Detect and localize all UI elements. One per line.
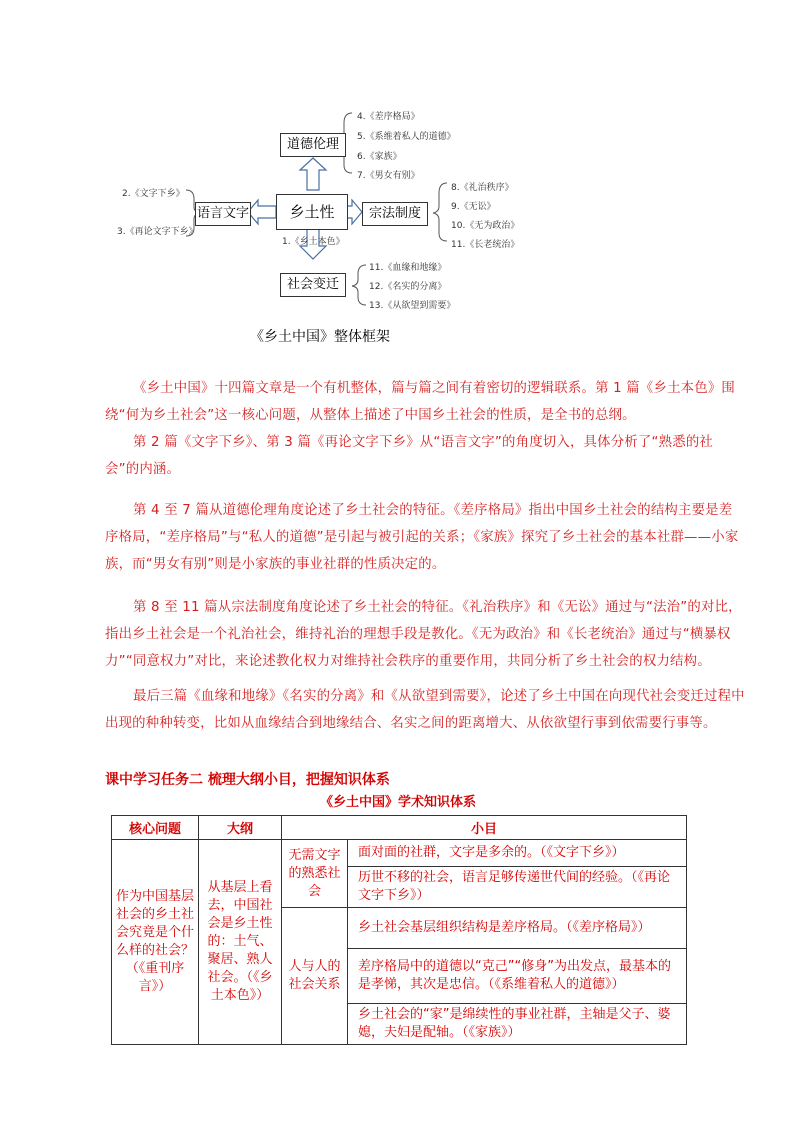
paragraph: 《乡土中国》十四篇文章是一个有机整体，篇与篇之间有着密切的逻辑联系。第 1 篇《乡土本色》围绕“何为乡土社会”这一核心问题，从整体上描述了中国乡土社会的性质，是全书的总纲。 xyxy=(105,381,736,423)
box-clan-system: 宗法制度 xyxy=(362,202,428,226)
item-cell: 面对面的社群，文字是多余的。（《文字下乡》） xyxy=(348,840,687,867)
right-item: 11.《长老统治》 xyxy=(451,240,520,250)
header-items: 小目 xyxy=(282,816,687,840)
box-social-change: 社会变迁 xyxy=(280,273,346,297)
paragraph: 最后三篇《血缘和地缘》《名实的分离》和《从欲望到需要》，论述了乡土中国在向现代社会变迁过程中出现的种种转变，比如从血缘结合到地缘结合、名实之间的距离增大、从依欲望行事到依需要行事等。 xyxy=(105,689,745,731)
paragraph: 第 4 至 7 篇从道德伦理角度论述了乡土社会的特征。《差序格局》指出中国乡土社会的结构主要是差序格局，“差序格局”与“私人的道德”是引起与被引起的关系；《家族》探究了乡土社会的基本社群——小家族，而“男女有别”则是小家族的事业社群的性质决定的。 xyxy=(105,503,739,572)
left-item: 2.《文字下乡》 xyxy=(122,189,185,199)
paragraph: 第 2 篇《文字下乡》、第 3 篇《再论文字下乡》从“语言文字”的角度切入，具体分析了“熟悉的社会”的内涵。 xyxy=(105,435,714,477)
bottom-item: 13.《从欲望到需要》 xyxy=(369,301,456,311)
right-item: 10.《无为政治》 xyxy=(451,221,520,231)
knowledge-table xyxy=(111,815,687,1045)
top-item: 6.《家族》 xyxy=(357,152,402,162)
right-item: 8.《礼治秩序》 xyxy=(451,183,514,193)
item-cell: 历世不移的社会，语言足够传递世代间的经验。（《再论文字下乡》） xyxy=(348,867,687,908)
header-outline: 大纲 xyxy=(199,816,282,840)
box-center: 乡土性 xyxy=(276,194,348,230)
diagram-caption: 《乡土中国》整体框架 xyxy=(250,329,390,345)
item-cell: 差序格局中的道德以“克己”“修身”为出发点，最基本的是孝悌，其次是忠信。（《系维着私人的道德》） xyxy=(348,949,687,1004)
top-item: 4.《差序格局》 xyxy=(357,112,420,122)
item-cell: 乡土社会的“家”是绵续性的事业社群，主轴是父子、婆媳，夫妇是配轴。（《家族》） xyxy=(348,1004,687,1045)
outline-cell: 从基层上看去，中国社会是乡土性的：土气、聚居、熟人社会。（《乡土本色》） xyxy=(199,840,282,1045)
group-name-cell: 人与人的社会关系 xyxy=(282,908,348,1045)
group-name-cell: 无需文字的熟悉社会 xyxy=(282,840,348,908)
center-note: 1.《乡土本色》 xyxy=(282,237,345,247)
left-item: 3.《再论文字下乡》 xyxy=(117,227,198,237)
header-core-question: 核心问题 xyxy=(112,816,199,840)
top-item: 5.《系维着私人的道德》 xyxy=(357,132,456,142)
top-item: 7.《男女有别》 xyxy=(357,171,420,181)
table-title: 《乡土中国》学术知识体系 xyxy=(320,795,477,810)
item-cell: 乡土社会基层组织结构是差序格局。（《差序格局》） xyxy=(348,908,687,949)
section-heading: 课中学习任务二 梳理大纲小目，把握知识体系 xyxy=(105,772,390,788)
table-row xyxy=(112,840,687,867)
paragraph: 第 8 至 11 篇从宗法制度角度论述了乡土社会的特征。《礼治秩序》和《无讼》通过与“法治”的对比，指出乡土社会是一个礼治社会，维持礼治的理想手段是教化。《无为政治》和《长老统治》通过与“横暴权力”“同意权力”对比，来论述教化权力对维持社会秩序的重要作用，共同分析了乡土社会的权力结构。 xyxy=(105,600,742,669)
right-item: 9.《无讼》 xyxy=(451,202,496,212)
box-language: 语言文字 xyxy=(195,202,251,226)
bottom-item: 12.《名实的分离》 xyxy=(369,282,447,292)
table-header-row xyxy=(112,816,687,840)
bottom-item: 11.《血缘和地缘》 xyxy=(369,263,447,273)
core-question-cell: 作为中国基层社会的乡土社会究竟是个什么样的社会？（《重刊序言》） xyxy=(112,840,199,1045)
box-moral-ethics: 道德伦理 xyxy=(280,133,346,157)
